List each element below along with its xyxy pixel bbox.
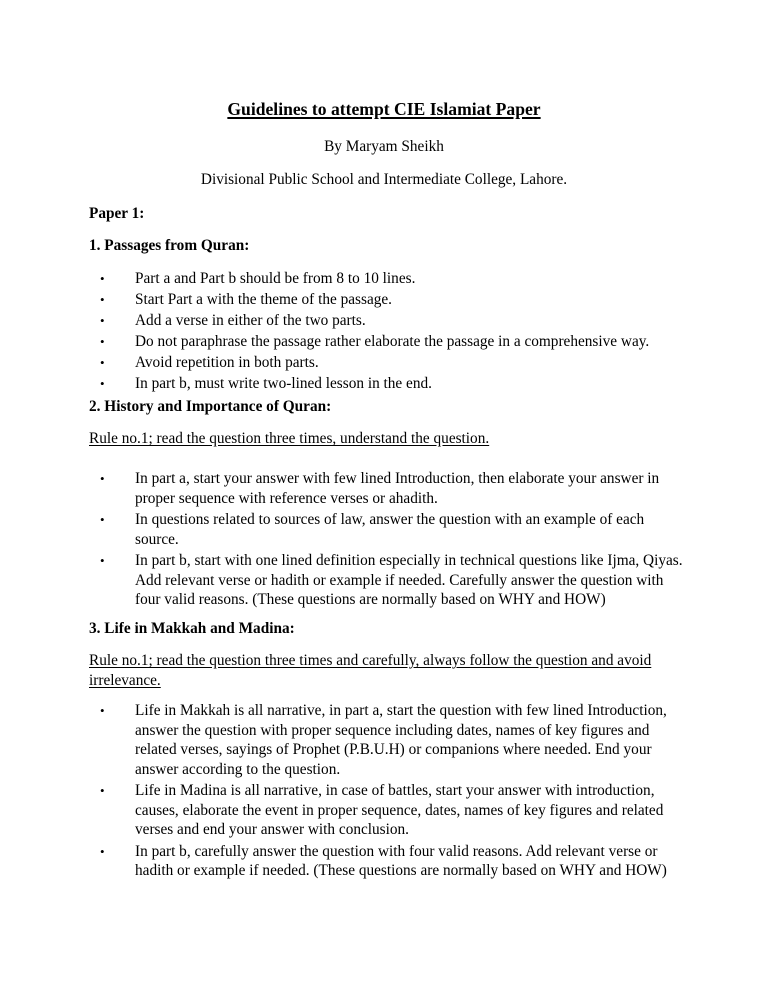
list-item: • Part a and Part b should be from 8 to 10 lines. (100, 270, 416, 287)
bullet-icon: • (100, 843, 105, 859)
section-heading: 1. Passages from Quran: (89, 237, 250, 254)
section-heading: 2. History and Importance of Quran: (89, 398, 332, 415)
bullet-icon: • (100, 292, 105, 307)
list-item: • In part a, start your answer with few lined Introduction, then elaborate your answer in proper sequence with reference verses or ahadith. (100, 470, 660, 507)
author-line: By Maryam Sheikh (324, 138, 444, 155)
section-rule: Rule no.1; read the question three times, understand the question. (89, 430, 490, 447)
paper-label: Paper 1: (89, 205, 145, 222)
list-item: • In part b, start with one lined definition especially in technical questions like Ijma, Qiyas. Add relevant verse or hadith or example if needed. Carefully answer the question with four valid reasons. (These questions are normally based on WHY and HOW) (100, 552, 683, 608)
section-heading: 3. Life in Makkah and Madina: (89, 620, 295, 637)
bullet-icon: • (100, 553, 105, 568)
bullet-icon: • (100, 313, 105, 328)
bullet-icon: • (100, 334, 105, 349)
list-item: • Avoid repetition in both parts. (100, 354, 319, 371)
bullet-icon: • (100, 783, 105, 798)
bullet-icon: • (100, 512, 105, 527)
institution-line: Divisional Public School and Intermediate College, Lahore. (200, 171, 568, 188)
list-item: • Life in Makkah is all narrative, in part a, start the question with few lined Introduction, answer the question with proper sequence including dates, names of key figures and related verses, sayings of Prophet (P.B.U.H) or companions where needed. End your answer according to the question. (100, 702, 667, 778)
bullet-list (89, 469, 689, 610)
bullet-icon: • (100, 703, 105, 718)
bullet-icon: • (100, 355, 105, 370)
bullet-icon: • (100, 271, 105, 286)
list-item: • In part b, carefully answer the question with four valid reasons. Add relevant verse or hadith or example if needed. (These questions are normally based on WHY and HOW) (100, 842, 667, 879)
list-item: • Do not paraphrase the passage rather elaborate the passage in a comprehensive way. (100, 333, 650, 350)
section-rule: Rule no.1; read the question three times and carefully, always follow the question and avoid irrelevance. (89, 652, 652, 689)
bullet-list (89, 268, 689, 394)
list-item: • In part b, must write two-lined lesson in the end. (100, 375, 432, 392)
list-item: • Start Part a with the theme of the passage. (100, 291, 392, 308)
bullet-icon: • (100, 471, 105, 486)
bullet-list (89, 701, 689, 881)
list-item: • Add a verse in either of the two parts. (100, 312, 366, 329)
document-title: Guidelines to attempt CIE Islamiat Paper (227, 99, 541, 119)
list-item: • Life in Madina is all narrative, in case of battles, start your answer with introduction, causes, elaborate the event in proper sequence, dates, names of key figures and related verses and end your answer with conclusion. (100, 782, 664, 838)
list-item: • In questions related to sources of law, answer the question with an example of each source. (100, 511, 645, 548)
bullet-icon: • (100, 376, 105, 391)
